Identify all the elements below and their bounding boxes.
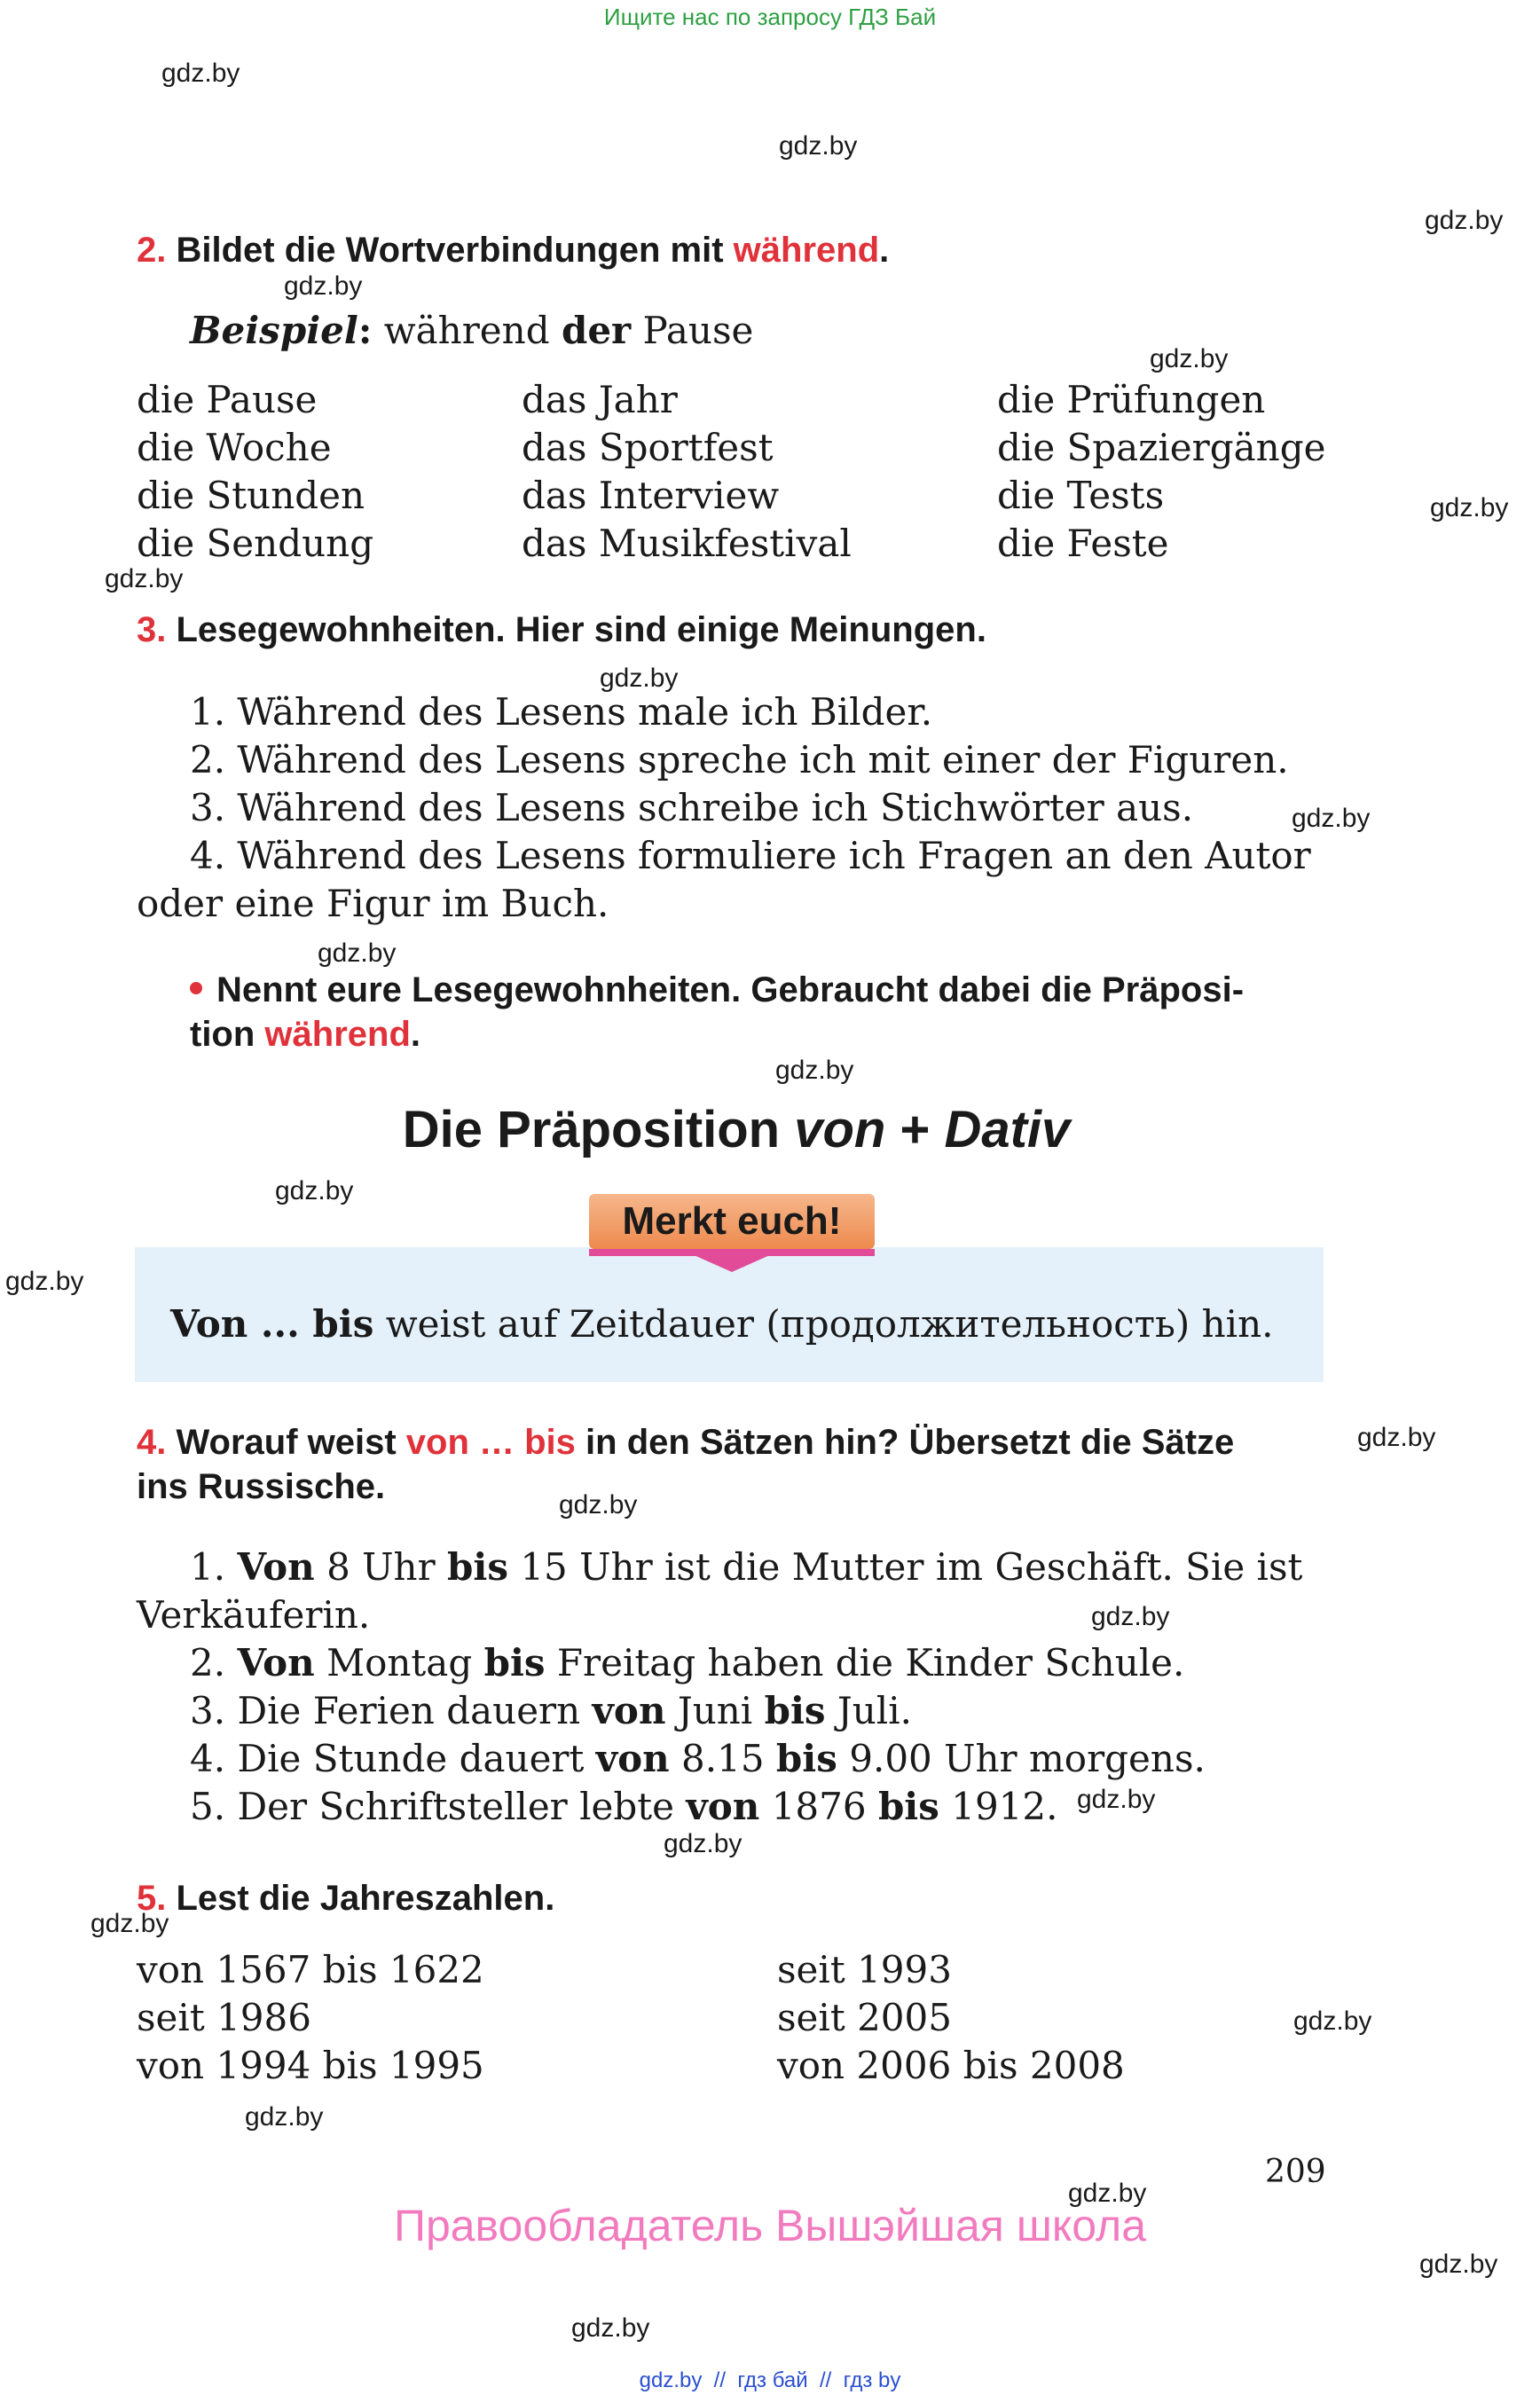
watermark: gdz.by	[275, 1176, 354, 1205]
watermark: gdz.by	[1419, 2250, 1498, 2279]
keyword-bis: bis	[877, 1785, 939, 1828]
watermark: gdz.by	[90, 1909, 169, 1938]
keyword-von: von	[595, 1737, 670, 1780]
task-4-heading-line2: ins Russische.	[137, 1467, 386, 1506]
word-column-3	[997, 376, 1325, 568]
task-title: in den Sätzen hin? Übersetzt die Sätze	[575, 1423, 1235, 1462]
example-text: während	[372, 309, 562, 352]
sentence-text: 15 Uhr ist die Mutter im Geschäft. Sie ist	[507, 1545, 1303, 1589]
rule-keyword: Von ... bis	[170, 1302, 374, 1346]
watermark: gdz.by	[161, 59, 240, 88]
rule-explanation: weist auf Zeitdauer (продолжительность) hin.	[373, 1302, 1274, 1346]
sentence-text: Juli.	[825, 1689, 912, 1732]
word-item: das Sportfest	[522, 426, 774, 469]
sentence: 1. Während des Lesens male ich Bilder.	[190, 690, 933, 734]
keyword-bis: bis	[483, 1641, 546, 1684]
instruction-line: Nennt eure Lesegewohnheiten. Gebraucht dabei die Präposi-	[216, 970, 1245, 1009]
bullet-icon	[190, 982, 202, 994]
word-item: die Sendung	[137, 522, 374, 565]
sentence-number: 4.	[190, 1737, 226, 1780]
title-plus: +	[885, 1101, 945, 1158]
watermark: gdz.by	[5, 1267, 84, 1296]
year-item: von 1567 bis 1622	[137, 1948, 484, 1991]
sentence	[190, 1687, 912, 1735]
keyword-von: Von	[237, 1641, 315, 1684]
word-item: die Prüfungen	[997, 378, 1266, 421]
word-item: das Interview	[522, 474, 780, 517]
footer-links[interactable]: gdz.by // гдз бай // гдз by	[639, 2368, 901, 2392]
sentence: 3. Während des Lesens schreibe ich Stichwörter aus.	[190, 786, 1194, 829]
watermark: gdz.by	[105, 564, 184, 593]
keyword-bis: bis	[775, 1737, 837, 1780]
keyword: während	[733, 231, 880, 270]
word-column-2	[522, 376, 852, 568]
word-item: die Feste	[997, 522, 1169, 565]
merkt-pointer	[692, 1254, 772, 1272]
sentence-text: Juni	[665, 1689, 765, 1732]
years-column-right	[777, 1946, 1125, 2090]
title-italic: Dativ	[944, 1101, 1071, 1158]
sentence-text: 9.00 Uhr morgens.	[837, 1737, 1206, 1780]
watermark: gdz.by	[318, 938, 397, 968]
sentence	[190, 1639, 1184, 1687]
watermark: gdz.by	[1293, 2006, 1372, 2036]
watermark: gdz.by	[779, 131, 858, 161]
sentence	[190, 1543, 1302, 1591]
keyword-von: von	[592, 1689, 666, 1732]
watermark: gdz.by	[1150, 344, 1229, 373]
sentence-number: 1.	[190, 1545, 226, 1589]
task-2-heading	[137, 231, 889, 271]
word-item: die Spaziergänge	[997, 426, 1326, 469]
instruction-text: tion	[190, 1015, 265, 1054]
example-article: der	[561, 309, 632, 352]
task-5-heading	[137, 1879, 554, 1919]
task-number: 5.	[137, 1879, 167, 1918]
task-title: Worauf weist	[176, 1423, 406, 1462]
sentence-text: 8.15	[669, 1737, 776, 1780]
watermark: gdz.by	[664, 1829, 742, 1858]
watermark: gdz.by	[775, 1056, 854, 1085]
task-4-heading	[137, 1423, 1234, 1463]
keyword-bis: bis	[764, 1689, 826, 1732]
watermark: gdz.by	[1357, 1423, 1436, 1452]
sentence-text: Die Ferien dauern	[237, 1689, 593, 1732]
example-noun: Pause	[631, 309, 754, 352]
word-column-1	[137, 376, 373, 568]
sentence-number: 3.	[190, 1689, 226, 1732]
watermark: gdz.by	[1068, 2179, 1147, 2208]
bullet-instruction-line2	[190, 1015, 420, 1055]
task-title: Lest die Jahreszahlen.	[176, 1879, 555, 1918]
sentence-text: 8 Uhr	[314, 1545, 448, 1589]
search-hint: Ищите нас по запросу ГДЗ Бай	[603, 4, 937, 30]
task-title: Bildet die Wortverbindungen mit	[176, 231, 734, 270]
year-item: seit 2005	[777, 1996, 952, 2039]
keyword-von: von	[686, 1785, 760, 1828]
example-line	[190, 307, 753, 355]
sentence-number: 5.	[190, 1785, 226, 1828]
watermark: gdz.by	[571, 2313, 650, 2343]
watermark: gdz.by	[1077, 1785, 1156, 1814]
sentence-text: Der Schriftsteller lebte	[237, 1785, 687, 1828]
sentence	[190, 1783, 1058, 1831]
rule-text	[170, 1300, 1274, 1348]
word-item: das Jahr	[522, 378, 678, 421]
watermark: gdz.by	[559, 1490, 638, 1520]
word-item: die Stunden	[137, 474, 365, 517]
sentence-number: 2.	[190, 1641, 226, 1684]
title-text: Die Präposition	[402, 1101, 795, 1158]
word-item: das Musikfestival	[522, 522, 852, 565]
sentence-continuation: oder eine Figur im Buch.	[137, 882, 609, 925]
task-title: Lesegewohnheiten. Hier sind einige Meinungen.	[176, 610, 986, 649]
bullet-instruction	[190, 970, 1244, 1010]
sentence-text: 1912.	[939, 1785, 1058, 1828]
keyword: von … bis	[405, 1423, 576, 1462]
word-item: die Tests	[997, 474, 1165, 517]
watermark: gdz.by	[1292, 804, 1371, 833]
sentence: 4. Während des Lesens formuliere ich Fragen an den Autor	[190, 834, 1311, 877]
sentence-text: 1876	[759, 1785, 878, 1828]
word-item: die Pause	[137, 378, 318, 421]
title-italic: von	[794, 1101, 886, 1158]
task-number: 4.	[137, 1423, 167, 1462]
page-number: 209	[1265, 2154, 1326, 2190]
sentence	[190, 1735, 1206, 1783]
watermark: gdz.by	[1425, 206, 1504, 235]
years-column-left	[137, 1946, 484, 2090]
word-item: die Woche	[137, 426, 332, 469]
year-item: seit 1986	[137, 1996, 311, 2039]
task-number: 3.	[137, 610, 167, 649]
merkt-label: Merkt euch!	[589, 1194, 875, 1249]
task-number: 2.	[137, 231, 167, 270]
sentence-text: Montag	[314, 1641, 484, 1684]
watermark: gdz.by	[245, 2102, 324, 2132]
keyword-bis: bis	[447, 1545, 508, 1589]
example-colon: :	[358, 309, 373, 352]
sentence-text: Freitag haben die Kinder Schule.	[545, 1641, 1185, 1684]
copyright-notice: Правообладатель Вышэйшая школа	[394, 2201, 1146, 2250]
watermark: gdz.by	[600, 664, 679, 693]
sentence: 2. Während des Lesens spreche ich mit einer der Figuren.	[190, 738, 1289, 781]
year-item: seit 1993	[777, 1948, 952, 1991]
year-item: von 1994 bis 1995	[137, 2044, 484, 2087]
example-label: Beispiel	[190, 309, 358, 352]
task-3-heading	[137, 610, 986, 650]
punctuation: .	[879, 231, 890, 270]
sentence-continuation: Verkäuferin.	[137, 1593, 371, 1637]
punctuation: .	[410, 1015, 421, 1054]
watermark: gdz.by	[1091, 1602, 1170, 1631]
watermark: gdz.by	[284, 271, 363, 301]
watermark: gdz.by	[1430, 493, 1509, 522]
year-item: von 2006 bis 2008	[777, 2044, 1125, 2087]
keyword-von: Von	[237, 1545, 315, 1589]
keyword: während	[264, 1015, 411, 1054]
section-title	[0, 1100, 1473, 1159]
sentence-text: Die Stunde dauert	[237, 1737, 596, 1780]
